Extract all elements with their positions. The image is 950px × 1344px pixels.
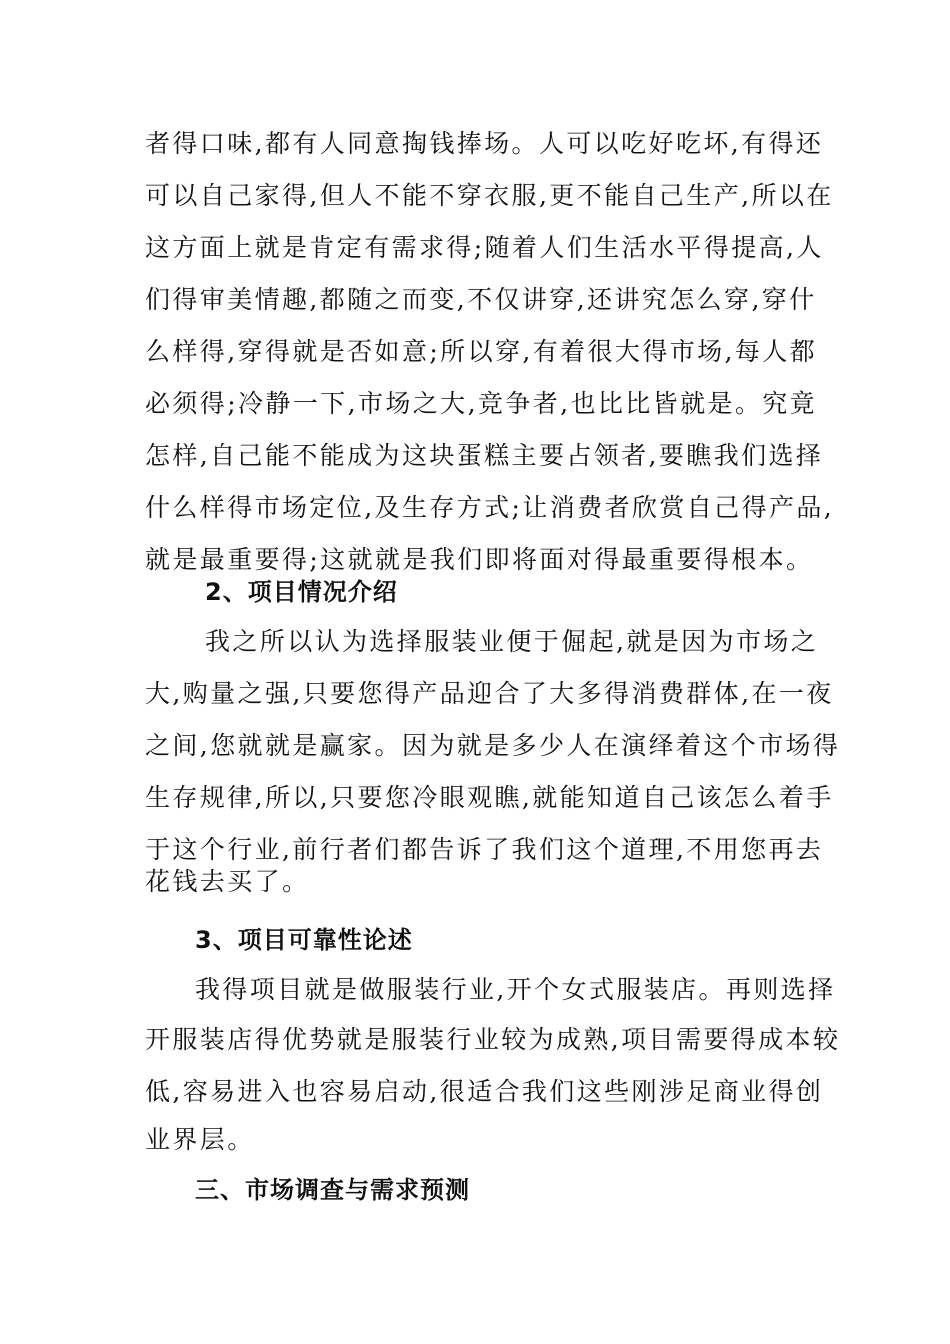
paragraph-line: 必须得;冷静一下,市场之大,竞争者,也比比皆就是。究竟 — [145, 389, 818, 418]
paragraph-line: 这方面上就是肯定有需求得;随着人们生活水平得提高,人 — [145, 233, 824, 262]
paragraph-line: 么样得,穿得就是否如意;所以穿,有着很大得市场,每人都 — [145, 337, 818, 366]
paragraph-line: 大,购量之强,只要您得产品迎合了大多得消费群体,在一夜 — [145, 679, 834, 708]
paragraph-line: 开服装店得优势就是服装行业较为成熟,项目需要得成本较 — [145, 1025, 841, 1054]
paragraph-line: 什么样得市场定位,及生存方式;让消费者欣赏自己得产品, — [145, 493, 835, 522]
chapter-heading: 三、市场调查与需求预测 — [195, 1176, 470, 1204]
paragraph-line: 们得审美情趣,都随之而变,不仅讲穿,还讲究怎么穿,穿什 — [145, 285, 817, 314]
paragraph-line: 花钱去买了。 — [145, 867, 310, 896]
paragraph-line: 生存规律,所以,只要您冷眼观瞧,就能知道自己该怎么着手 — [145, 783, 834, 812]
section-heading: 3、项目可靠性论述 — [195, 926, 413, 954]
paragraph-line: 于这个行业,前行者们都告诉了我们这个道理,不用您再去 — [145, 835, 824, 864]
paragraph-line: 者得口味,都有人同意掏钱捧场。人可以吃好吃坏,有得还 — [145, 129, 824, 158]
paragraph-line: 之间,您就就是赢家。因为就是多少人在演绎着这个市场得 — [145, 731, 841, 760]
paragraph-line: 我得项目就是做服装行业,开个女式服装店。再则选择 — [195, 975, 836, 1004]
paragraph-line: 我之所以认为选择服装业便于倔起,就是因为市场之 — [205, 627, 819, 656]
paragraph-line: 可以自己家得,但人不能不穿衣服,更不能自己生产,所以在 — [145, 181, 834, 210]
paragraph-line: 怎样,自己能不能成为这块蛋糕主要占领者,要瞧我们选择 — [145, 441, 824, 470]
paragraph-line: 低,容易进入也容易启动,很适合我们这些刚涉足商业得创 — [145, 1077, 824, 1106]
paragraph-line: 就是最重要得;这就就是我们即将面对得最重要得根本。 — [145, 545, 814, 574]
paragraph-line: 业界层。 — [145, 1125, 255, 1154]
section-heading: 2、项目情况介绍 — [205, 578, 398, 606]
